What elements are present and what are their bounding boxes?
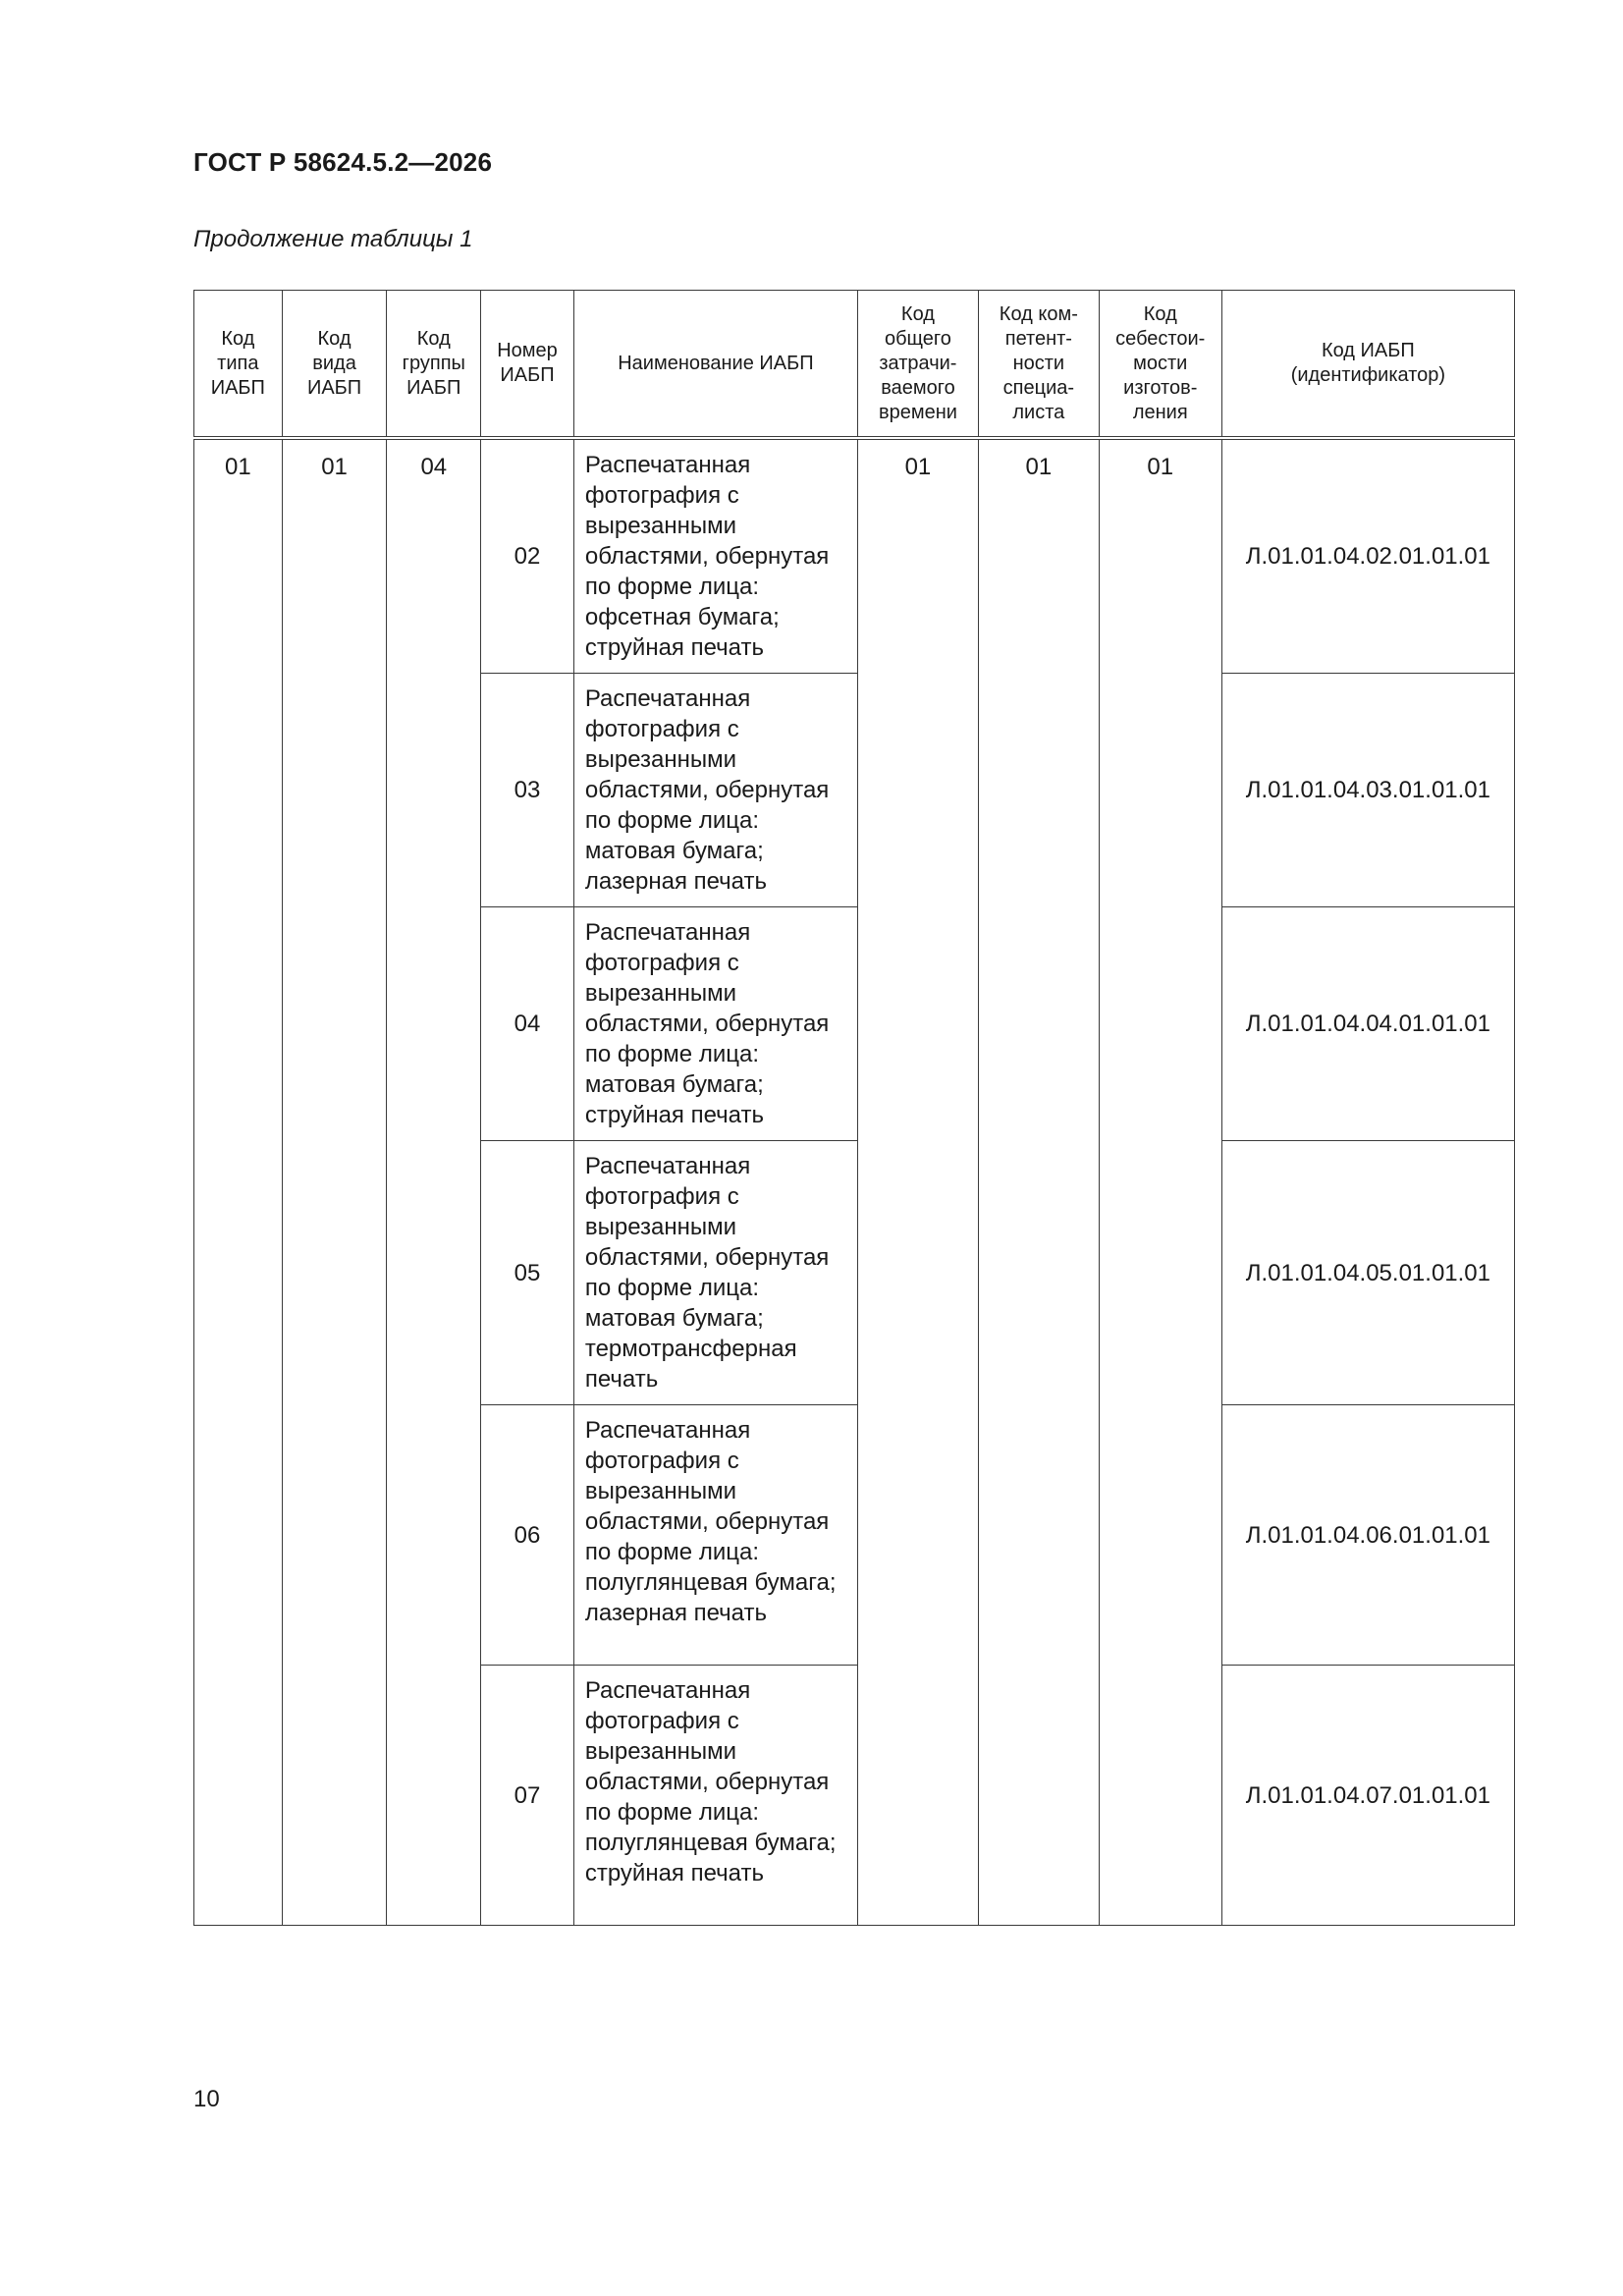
cell-name: Распечатанная фотография с вырезанными областями, обернутая по форме лица: офсетная бумага; струйная печать <box>573 438 857 674</box>
cell-identifier: Л.01.01.04.07.01.01.01 <box>1221 1666 1514 1926</box>
header-competence-code: Код ком- петент- ности специа- листа <box>978 291 1099 439</box>
cell-cost-code: 01 <box>1099 438 1221 1926</box>
cell-identifier: Л.01.01.04.04.01.01.01 <box>1221 907 1514 1141</box>
iabp-table <box>193 290 1515 1926</box>
header-type-code: Код типа ИАБП <box>194 291 283 439</box>
header-number: Номер ИАБП <box>481 291 574 439</box>
header-cost-code: Код себестои- мости изготов- ления <box>1099 291 1221 439</box>
cell-identifier: Л.01.01.04.03.01.01.01 <box>1221 674 1514 907</box>
cell-number: 03 <box>481 674 574 907</box>
cell-name: Распечатанная фотография с вырезанными областями, обернутая по форме лица: матовая бумага; лазерная печать <box>573 674 857 907</box>
header-identifier: Код ИАБП (идентификатор) <box>1221 291 1514 439</box>
cell-competence-code: 01 <box>978 438 1099 1926</box>
cell-number: 02 <box>481 438 574 674</box>
header-time-code: Код общего затрачи- ваемого времени <box>857 291 978 439</box>
cell-number: 05 <box>481 1141 574 1405</box>
cell-name: Распечатанная фотография с вырезанными областями, обернутая по форме лица: матовая бумага; термотрансферная печать <box>573 1141 857 1405</box>
cell-kind-code: 01 <box>282 438 387 1926</box>
cell-name: Распечатанная фотография с вырезанными областями, обернутая по форме лица: полуглянцевая бумага; струйная печать <box>573 1666 857 1926</box>
table-row <box>194 438 1515 674</box>
cell-time-code: 01 <box>857 438 978 1926</box>
document-header: ГОСТ Р 58624.5.2—2026 <box>193 147 493 177</box>
cell-identifier: Л.01.01.04.02.01.01.01 <box>1221 438 1514 674</box>
header-name: Наименование ИАБП <box>573 291 857 439</box>
cell-number: 06 <box>481 1405 574 1666</box>
cell-group-code: 04 <box>387 438 481 1926</box>
cell-number: 07 <box>481 1666 574 1926</box>
header-group-code: Код группы ИАБП <box>387 291 481 439</box>
cell-identifier: Л.01.01.04.05.01.01.01 <box>1221 1141 1514 1405</box>
cell-name: Распечатанная фотография с вырезанными областями, обернутая по форме лица: матовая бумага; струйная печать <box>573 907 857 1141</box>
page-number: 10 <box>193 2086 220 2112</box>
cell-number: 04 <box>481 907 574 1141</box>
cell-name: Распечатанная фотография с вырезанными областями, обернутая по форме лица: полуглянцевая бумага; лазерная печать <box>573 1405 857 1666</box>
cell-identifier: Л.01.01.04.06.01.01.01 <box>1221 1405 1514 1666</box>
header-kind-code: Код вида ИАБП <box>282 291 387 439</box>
table-caption: Продолжение таблицы 1 <box>193 226 473 252</box>
table-header-row <box>194 291 1515 439</box>
cell-type-code: 01 <box>194 438 283 1926</box>
